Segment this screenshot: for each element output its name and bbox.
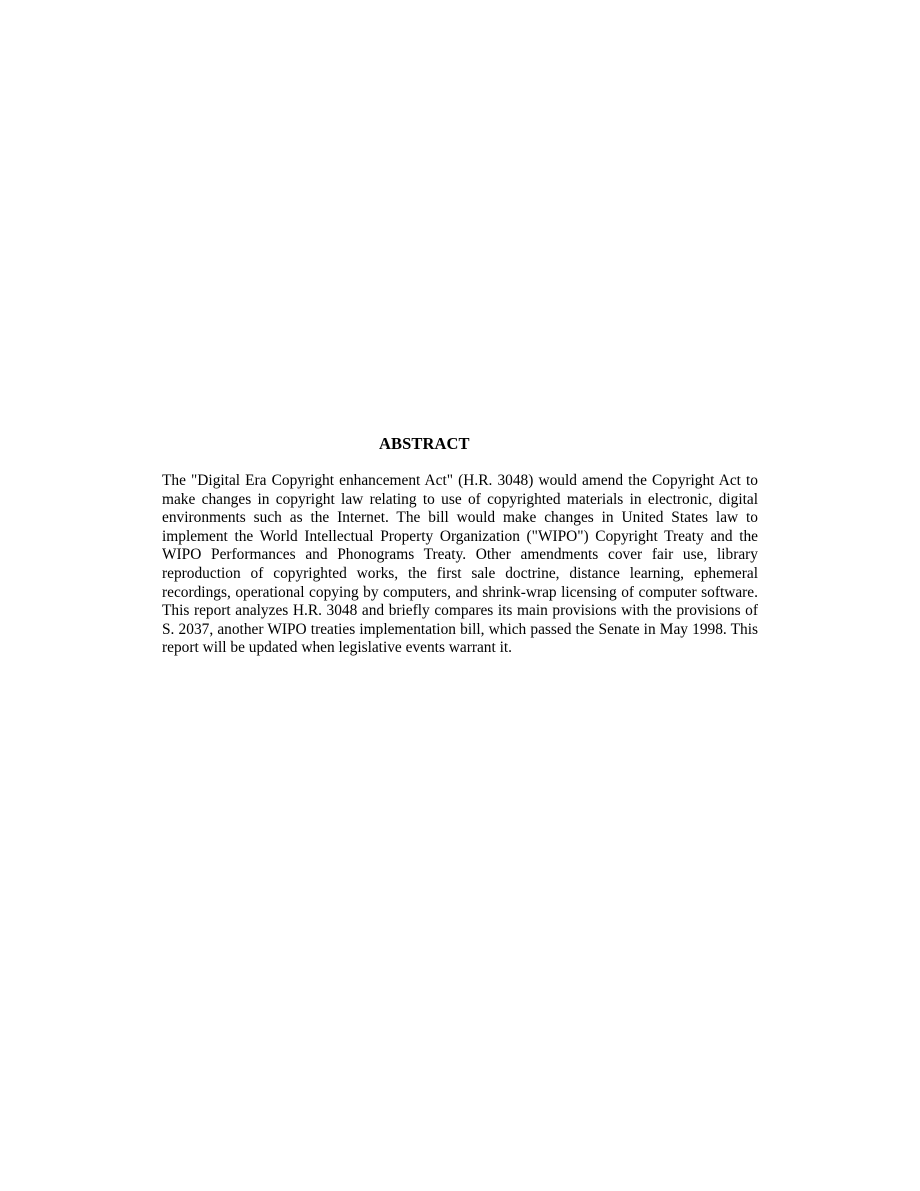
abstract-section: [162, 434, 758, 658]
abstract-heading: ABSTRACT: [379, 434, 470, 453]
abstract-body: The "Digital Era Copyright enhancement Act" (H.R. 3048) would amend the Copyright Act to make changes in copyright law relating to use of copyrighted materials in electronic, digital environments such as the Internet. The bill would make changes in United States law to implement the World Intellectual Property Organization ("WIPO") Copyright Treaty and the WIPO Performances and Phonograms Treaty. Other amendments cover fair use, library reproduction of copyrighted works, the first sale doctrine, distance learning, ephemeral recordings, operational copying by computers, and shrink-wrap licensing of computer software. This report analyzes H.R. 3048 and briefly compares its main provisions with the provisions of S. 2037, another WIPO treaties implementation bill, which passed the Senate in May 1998. This report will be updated when legislative events warrant it.: [162, 472, 758, 657]
